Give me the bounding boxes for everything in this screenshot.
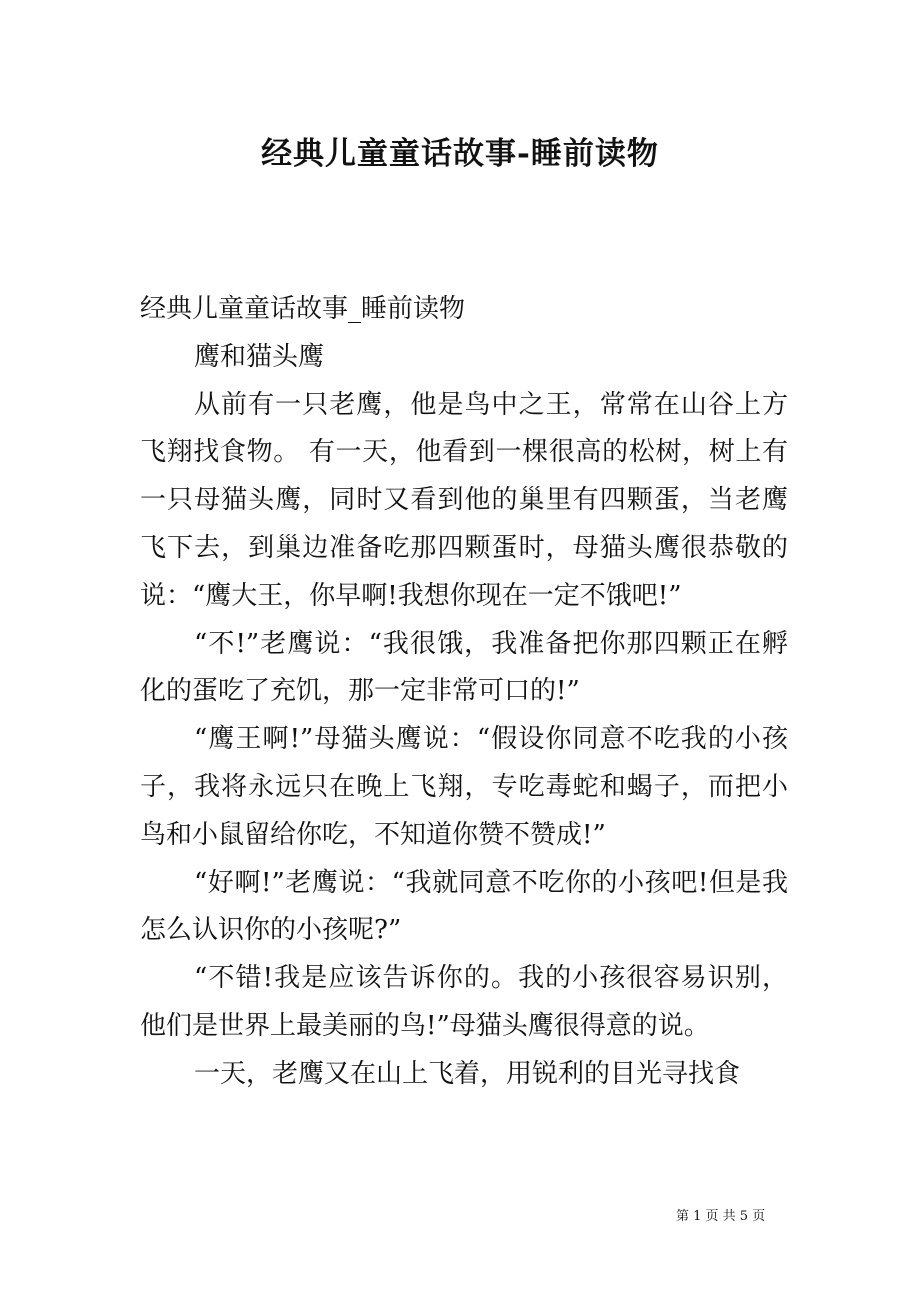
story-title: 鹰和猫头鹰	[194, 341, 325, 372]
paragraph: “不!”老鹰说：“我很饿，我准备把你那四颗正在孵化的蛋吃了充饥，那一定非常可口的!”	[140, 628, 788, 707]
document-body	[140, 286, 788, 1099]
paragraph: 从前有一只老鹰，他是鸟中之王，常常在山谷上方飞翔找食物。 有一天，他看到一棵很高的松树，树上有一只母猫头鹰，同时又看到他的巢里有四颗蛋，当老鹰飞下去，到巢边准备吃那四颗蛋时，母猫头鹰很恭敬的说：“鹰大王，你早啊!我想你现在一定不饿吧!”	[140, 389, 788, 611]
paragraph: “鹰王啊!”母猫头鹰说：“假设你同意不吃我的小孩子，我将永远只在晚上飞翔，专吃毒蛇和蝎子，而把小鸟和小鼠留给你吃，不知道你赞不赞成!”	[140, 724, 788, 850]
paragraph: “不错!我是应该告诉你的。我的小孩很容易识别，他们是世界上最美丽的鸟!”母猫头鹰很得意的说。	[140, 963, 788, 1041]
document-subtitle: 经典儿童童话故事_睡前读物	[140, 294, 466, 324]
document-title: 经典儿童童话故事-睡前读物	[261, 136, 659, 172]
paragraph: 一天，老鹰又在山上飞着，用锐利的目光寻找食	[194, 1058, 741, 1089]
page-number-footer: 第 1 页 共 5 页	[676, 1209, 766, 1224]
paragraph: “好啊!”老鹰说：“我就同意不吃你的小孩吧!但是我怎么认识你的小孩呢?”	[140, 867, 788, 946]
